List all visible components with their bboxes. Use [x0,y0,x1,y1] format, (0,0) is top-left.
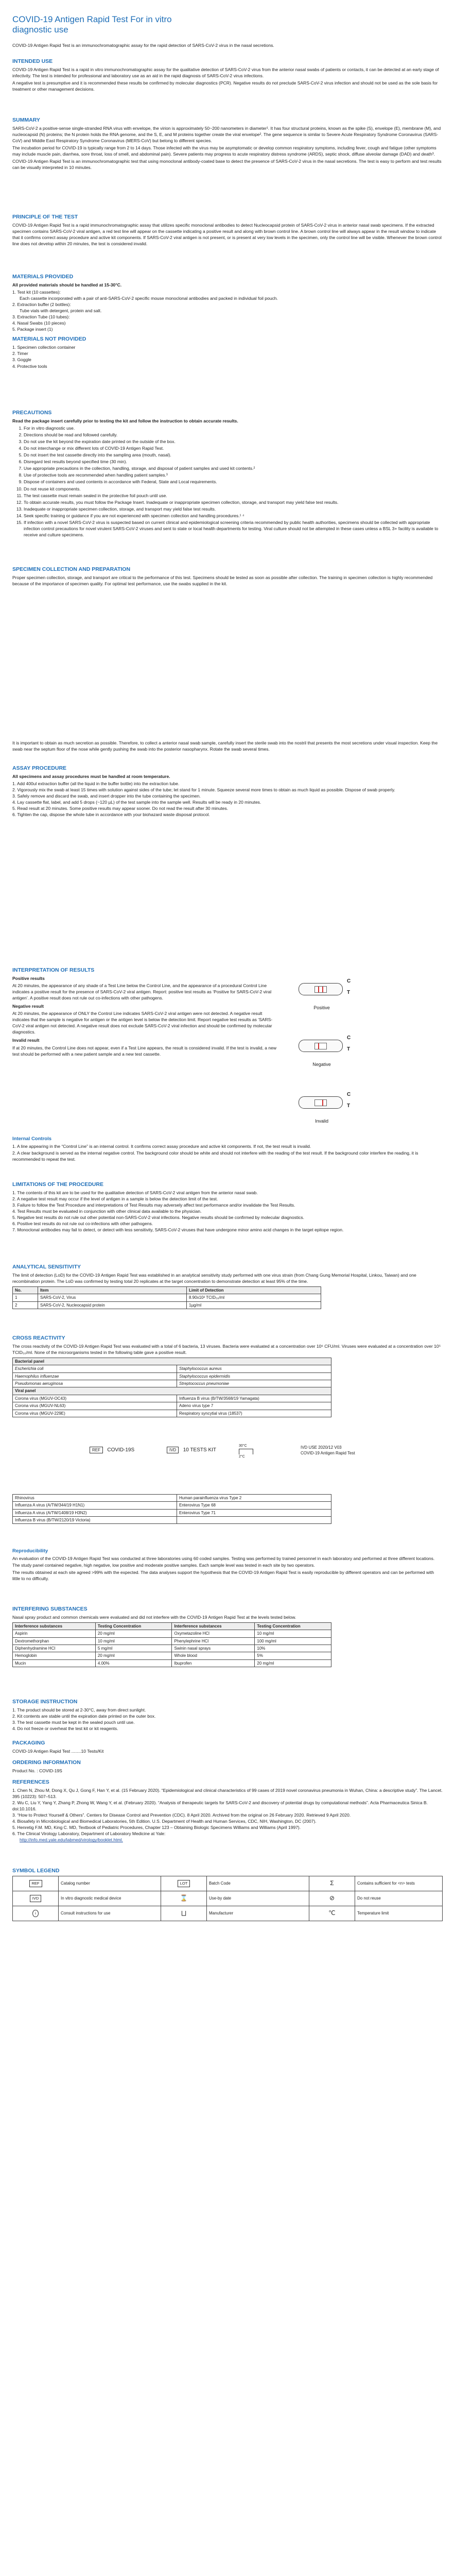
table-header: Testing Concentration [95,1622,172,1630]
precaution-item: 6. Disregard test results beyond specified time (30 min). [24,459,443,465]
negative-text: At 20 minutes, the appearance of ONLY the Control Line indicates SARS-CoV-2 viral antigen were not detected. A negative result indicates that the sample is negative for antigen or the antigen level is below the detection limit. Report negative test results as ‘SARS-CoV-2 viral antigen not detected. A negative result does not exclude SARS-CoV-2 viral infection and should be confirmed by molecular diagnostics. [12,1011,273,1035]
table-cell: Corona virus (MGUV-OC43) [13,1395,177,1402]
sigma-symbol-icon: Σ [330,1879,334,1887]
symbol-cell [309,1876,355,1891]
document-header [12,14,443,36]
precaution-item: 1. For in vitro diagnostic use. [24,425,443,431]
symbol-legend-table [12,1876,443,1921]
packaging-text: COVID-19 Antigen Rapid Test ........10 Tests/Kit [12,1748,104,1754]
table-cell: 1 [13,1294,38,1301]
table-row [13,1630,331,1637]
table-cell: Influenza A virus (A/TW/344/19 H1N1) [13,1502,177,1509]
table-section-row [13,1387,331,1395]
specimen-p1: Proper specimen collection, storage, and transport are critical to the performance of this test. Specimens should be tested as soon as possible after collection. The training in specimen collection is highly recommended because of the importance of specimen quality. For optimal test performance, use the swabs supplied in the kit. [12,574,433,586]
temperature-symbol [239,1444,253,1460]
table-cell: Adeno virus type 7 [177,1402,331,1410]
sensitivity-p1: The limit of detection (LoD) for the COVID-19 Antigen Rapid Test was established in an analytical sensitivity study performed with one virus strain (from Chang Gung Memorial Hospital, Linkou, Taiwan) and one recombination protein. The LoD was confirmed by testing total 20 replicates at the target concentration to demonstrate detection at least 95% of the time. [12,1272,416,1284]
symbol-desc: In vitro diagnostic medical device [59,1891,161,1906]
c-label: C [347,978,351,984]
test-line [322,987,323,992]
cross-reactivity-section [12,1334,443,1417]
storage-item: 1. The product should be stored at 2-30°C, away from direct sunlight. [12,1707,146,1713]
table-header-row [13,1287,321,1294]
precaution-item: 11. The test cassette must remain sealed in the protective foil pouch until use. [24,493,443,499]
table-cell: Aspirin [13,1630,96,1637]
packaging-section [12,1739,443,1755]
table-cell: 2 [13,1301,38,1309]
precautions-heading: PRECAUTIONS [12,410,52,416]
symbol-desc: Temperature limit [355,1906,443,1921]
viral-extra-table [12,1494,331,1524]
c-label: C [347,1092,351,1097]
intro-text: COVID-19 Antigen Rapid Test is an immunochromatographic assay for the rapid detection of SARS-CoV-2 virus in the nasal secretions. [12,43,274,48]
table-cell: Escherichia coli [13,1365,177,1372]
packaging-heading: PACKAGING [12,1740,45,1746]
table-cell: Human parainfluenza virus Type 2 [177,1495,331,1502]
precaution-item: 14. Seek specific training or guidance if you are not experienced with specimen collection and handling procedures.¹ ⁴ [24,513,443,519]
table-row [13,1891,443,1906]
reference-item: 5. Henretig F.M. MD, King C. MD, Textbook of Pediatric Procedures, Chapter 123 – Obtaining Biologic Specimens Williams and Williams (April 1997). [12,1825,301,1831]
internal-controls-section [12,1136,443,1162]
reproducibility-p2: The results obtained at each site agreed >99% with the expected. The data analyses support the hypothesis that the COVID-19 Antigen Rapid Test is easily reproducible by different operators and can be performed with little to no difficulty. [12,1569,434,1581]
references-section [12,1778,443,1843]
table-cell: Dextromethorphan [13,1637,96,1645]
table-cell: Corona virus (MGUV-NL63) [13,1402,177,1410]
materials-not-heading: MATERIALS NOT PROVIDED [12,336,86,343]
principle-p1: COVID-19 Antigen Rapid Test is a rapid immunochromatographic assay that utilizes specific monoclonal antibodies to detect Nucleocapsid protein of SARS-CoV-2 virus in anterior nasal swab specimens. If the extracted specimen contains SARS-CoV-2 viral antigen, a red test line will appear on the cassette indicating a positive result and along with brown control line. A brown control line will always appear in the result window to indicate that it confirms correct assay procedure and active kit components. If SARS-CoV-2 viral antigen is not present, or is present at very low levels in the specimen, only the control line will be visible. Whenever the brown control line does not develop within 20 minutes, the test is considered invalid. [12,222,442,247]
table-cell [177,1517,331,1524]
limitation-item: 3. Failure to follow the Test Procedure and interpretations of Test Results may adversely affect test performance and/or invalidate the Test Results. [12,1202,295,1208]
procedure-illustration-area [12,835,443,953]
negative-caption: Negative [312,1062,331,1067]
specimen-section [12,566,443,588]
table-cell: Oxymetazoline HCl [172,1630,255,1637]
precaution-item: 10. Do not reuse kit components. [24,486,443,492]
symbol-legend-section [12,1867,443,1921]
materials-item: 4. Nasal Swabs (10 pieces) [12,320,66,326]
limitation-item: 2. A negative test result may occur if the level of antigen in a sample is below the detection limit of the test. [12,1196,218,1201]
cross-reactivity-p1: The cross reactivity of the COVID-19 Antigen Rapid Test was evaluated with a total of 6 bacteria, 13 viruses. Bacteria were evaluated at a concentration over 10⁶ CFU/ml. Viruses were evaluated at a concentration over 10⁵ TCID₅₀/ml. None of the microorganisms tested in the following table gave a positive result. [12,1343,441,1355]
positive-caption: Positive [313,1005,330,1010]
doc-product: COVID-19 Antigen Rapid Test [301,1451,355,1456]
reference-item: 1. Chen N, Zhou M, Dong X, Qu J, Gong F, Han Y, et al. (15 February 2020). “Epidemiological and clinical characteristics of 99 cases of 2019 novel coronavirus pneumonia in Wuhan, China: a descriptive study”. The Lancet. 395 (10223): 507–513. [12,1787,443,1799]
symbol-desc: Catalog number [59,1876,161,1891]
materials-not-item: 1. Specimen collection container [12,345,76,350]
control-line [318,1043,319,1049]
materials-not-list [12,344,443,369]
interpretation-section [12,967,280,1058]
table-cell: 10% [255,1645,331,1652]
t-label: T [347,1046,351,1052]
materials-item: 1. Test kit (10 cassettes): [12,289,61,295]
procedure-step: 6. Tighten the cap, dispose the whole tube in accordance with your biohazard waste disposal protocol. [12,812,210,818]
reference-item: 6. The Clinical Virology Laboratory, Department of Laboratory Medicine at Yale: [12,1831,166,1837]
reproducibility-heading: Reproducibility [12,1548,48,1554]
invalid-heading: Invalid result [12,1038,40,1043]
storage-item: 3. The test cassette must be kept in the sealed pouch until use. [12,1720,135,1725]
symbol-desc: Consult instructions for use [59,1906,161,1921]
lot-symbol-icon: LOT [178,1880,190,1888]
interpretation-heading: INTERPRETATION OF RESULTS [12,967,95,973]
symbol-cell [13,1906,59,1921]
precaution-item: 3. Do not use the kit beyond the expiration date printed on the outside of the box. [24,438,443,445]
ref-symbol-icon: REF [29,1880,42,1888]
table-row [13,1509,331,1516]
interfering-p1: Nasal spray product and common chemicals were evaluated and did not interfere with the COVID-19 Antigen Rapid Test at the levels tested below. [12,1614,296,1620]
temperature-icon: ℃ [328,1909,336,1917]
specimen-heading: SPECIMEN COLLECTION AND PREPARATION [12,566,131,572]
invalid-result-figure [293,1087,396,1133]
table-cell: 10 mg/ml [95,1637,172,1645]
ref-value: COVID-19S [107,1447,135,1453]
positive-cassette [299,983,343,995]
materials-item: Each cassette incorporated with a pair of anti-SARS-CoV-2 specific mouse monoclonal antibodies and packed in individual foil pouch. [20,296,278,301]
table-row [13,1402,331,1410]
materials-item: 2. Extraction buffer (2 bottles): [12,302,71,308]
materials-item: Tube vials with detergent, protein and salt. [20,308,102,314]
table-cell: Enterovirus Type 71 [177,1509,331,1516]
materials-heading: MATERIALS PROVIDED [12,274,74,280]
intended-use-p1: COVID-19 Antigen Rapid Test is a rapid in vitro immunochromatographic assay for the qualitative detection of SARS-CoV-2 virus from the anterior nasal swabs of patients or contacts, it can be detected at an early stage of infectivity. The test is intended for professional and laboratory use as an aid in the rapid diagnosis of SARS-CoV-2 virus infections. [12,66,439,78]
ivd-group [167,1447,216,1454]
ordering-section [12,1759,443,1775]
intended-use-section [12,58,443,93]
table-cell: 1µg/ml [187,1301,321,1309]
table-cell: Hemoglobin [13,1652,96,1659]
summary-heading: SUMMARY [12,117,40,123]
procedure-section [12,765,443,818]
table-header: Testing Concentration [255,1622,331,1630]
procedure-subheading: All specimens and assay procedures must be handled at room temperature. [12,773,170,779]
table-cell: 20 mg/ml [95,1652,172,1659]
precaution-item: 9. Dispose of containers and used contents in accordance with Federal, State and Local requirements. [24,479,443,485]
symbol-desc: Use-by date [207,1891,309,1906]
precautions-intro: Read the package insert carefully prior to testing the kit and follow the instruction to obtain accurate results. [12,418,238,423]
table-cell: Streptococcus pneumoniae [177,1380,331,1387]
table-cell: Phenylephrine HCl [172,1637,255,1645]
table-row [13,1876,443,1891]
symbol-cell [309,1906,355,1921]
kit-text: 10 TESTS KIT [183,1447,217,1453]
ivd-symbol: IVD [167,1447,179,1453]
summary-p2: The incubation period for COVID-19 is typically range from 2 to 14 days. Those infected with the virus may be asymptomatic or develop common respiratory symptoms, including fever, cough and fatigue (other symptoms may include muscle pain, diarrhea, sore throat, loss of smell, and abdominal pain). Severe patients may progress to acute respiratory distress syndrome (ARDS), septic shock, diffuse alveolar damage (DAD) and death³. [12,145,436,157]
viral-panel-label: Viral panel [13,1387,331,1395]
materials-not-item: 2. Timer [12,351,28,357]
negative-cassette [299,1040,343,1052]
symbol-desc: Batch Code [207,1876,309,1891]
procedure-heading: ASSAY PROCEDURE [12,765,67,771]
procedure-step: 1. Add 400ul extraction buffer (all the liquid in the buffer bottle) into the extraction tube. [12,781,180,786]
limitation-item: 5. Negative test results do not rule out other potential non-SARS-CoV-2 viral infections. Negative results should be confirmed by molecular diagnostics. [12,1215,304,1221]
positive-text: At 20 minutes, the appearance of any shade of a Test Line below the Control Line, and the appearance of a procedural Control Line indicates a positive result for the presence of SARS-CoV-2 viral antigen. Report: positive test results as ‘Positive for SARS-CoV-2 viral antigen’. A positive result does not rule out co-infections with other pathogens. [12,982,272,1001]
symbol-desc: Manufacturer [207,1906,309,1921]
sensitivity-heading: ANALYTICAL SENSITIVITY [12,1264,81,1270]
table-cell: Respiratory syncytial virus (18537) [177,1410,331,1417]
temp-high: 30°C [239,1444,247,1448]
precautions-section [12,409,443,538]
table-row [13,1652,331,1659]
c-label: C [347,1035,351,1041]
precautions-list [12,425,443,538]
table-row [13,1517,331,1524]
thermometer-icon [239,1449,253,1454]
table-cell: Staphylococcus aureus [177,1365,331,1372]
viral-panel-continued [12,1494,443,1524]
table-row [13,1645,331,1652]
table-row [13,1637,331,1645]
table-cell: Influenza B virus (B/TW/2120/19 Victoria) [13,1517,177,1524]
summary-section [12,116,443,172]
table-cell: 5 mg/ml [95,1645,172,1652]
table-cell: Diphenhydramine HCl [13,1645,96,1652]
result-window [314,1099,327,1106]
sensitivity-table [12,1286,321,1309]
symbol-cell [161,1876,207,1891]
symbol-desc: Contains sufficient for <n> tests [355,1876,443,1891]
materials-subheading: All provided materials should be handled at 15-30°C. [12,282,122,287]
label-doc-info [301,1445,355,1456]
table-cell: Influenza B virus (B/TW/3568/19 Yamagata) [177,1395,331,1402]
summary-p3: COVID-19 Antigen Rapid Test is an immunochromatographic test that using monoclonal antibody-coated base to detect the presence of SARS-CoV-2 virus in the nasal secretions. The test is easy to perform and test results can be visually interpreted in 10 minutes. [12,159,442,171]
precaution-item: 2. Directions should be read and followed carefully. [24,432,443,438]
storage-heading: STORAGE INSTRUCTION [12,1699,78,1705]
invalid-caption: Invalid [314,1118,328,1124]
table-cell: Staphylococcus epidermidis [177,1372,331,1380]
symbol-cell [13,1891,59,1906]
table-cell: Rhinovirus [13,1495,177,1502]
table-row [13,1410,331,1417]
table-cell: Haemophilus influenzae [13,1372,177,1380]
table-cell: Whole blood [172,1652,255,1659]
table-section-row [13,1358,331,1365]
specimen-collection-text [12,740,443,753]
specimen-illustration-area [12,592,443,737]
table-cell: Swinin nasal sprays [172,1645,255,1652]
table-cell: 100 mg/ml [255,1637,331,1645]
control-line [318,987,319,992]
symbol-cell [309,1891,355,1906]
symbol-legend-heading: SYMBOL LEGEND [12,1868,60,1874]
temp-low: 2°C [239,1454,245,1459]
precaution-item: 13. Inadequate or inappropriate specimen collection, storage, and transport may yield false test results. [24,506,443,512]
t-label: T [347,1103,351,1109]
materials-item: 3. Extraction Tube (10 tubes): [12,314,70,320]
ordering-text: Product No. : COVID-19S [12,1768,62,1773]
symbol-desc: Do not reuse [355,1891,443,1906]
box-label-strip [12,1443,443,1463]
table-row [13,1372,331,1380]
reproducibility-p1: An evaluation of the COVID-19 Antigen Rapid Test was conducted at three laboratories using 60 coded samples. Testing was performed by trained personnel in each laboratory and performed at three different locations. The study panel contained negative, high negative, low positive and moderate positive samples. Each sample level was tested in each site by two operators. [12,1556,435,1568]
table-header: Limit of Detection [187,1287,321,1294]
title-line-1: COVID-19 Antigen Rapid Test For in vitro [12,14,172,24]
table-row [13,1495,331,1502]
table-header: Interference substances [172,1622,255,1630]
table-row [13,1380,331,1387]
internal-controls-heading: Internal Controls [12,1136,52,1142]
do-not-reuse-icon: ⊘ [329,1894,335,1902]
materials-not-item: 4. Protective tools [12,363,47,369]
table-cell: Pseudomonas aeruginosa [13,1380,177,1387]
hourglass-icon: ⌛ [180,1894,188,1902]
t-label: T [347,990,351,995]
table-cell: SARS-CoV-2, Nucleocapsid protein [38,1301,187,1309]
ordering-heading: ORDERING INFORMATION [12,1759,81,1766]
table-cell: Enterovirus Type 68 [177,1502,331,1509]
principle-section [12,213,443,248]
specimen-p2: It is important to obtain as much secretion as possible. Therefore, to collect a anterior nasal swab sample, carefully insert the sterile swab into the nostril that presents the most secretions under visual inspection. Keep the swab near the septum floor of the nose while gently pushing the swab into the posterior nasopharynx. Rotate the swab several times. [12,740,438,752]
intro-section [12,42,443,49]
bacterial-panel-label: Bacterial panel [13,1358,331,1365]
positive-result-figure [293,974,396,1020]
limitation-item: 7. Monoclonal antibodies may fail to detect, or detect with less sensitivity, SARS-CoV-2 viruses that have undergone minor amino acid changes in the target epitope region. [12,1227,344,1233]
table-cell: 20 mg/ml [255,1659,331,1667]
test-line [322,1100,323,1106]
sensitivity-section [12,1263,443,1309]
references-heading: REFERENCES [12,1779,49,1785]
negative-result-figure [293,1030,396,1077]
table-cell: Mucin [13,1659,96,1667]
title-line-2: diagnostic use [12,25,68,35]
symbol-cell [161,1891,207,1906]
table-row [13,1301,321,1309]
table-row [13,1395,331,1402]
precaution-item: 15. If infection with a novel SARS-CoV-2 virus is suspected based on current clinical and epidemiological screening criteria recommended by public health authorities, specimens should be collected with appropriate infection control precautions for novel virulent SARS-CoV-2 viruses and sent to state or local health departments for testing. Viral culture should not be attempted in these cases unless a BSL 3+ facility is available to receive and culture specimens. [24,519,443,538]
summary-p1: SARS-CoV-2 a positive-sense single-stranded RNA virus with envelope, the virion is approximately 50~200 nanometers in diameter¹. It has four structural proteins, known as the spike (S), envelope (E), membrane (M), and nucleocapsid (N) proteins; the N protein holds the RNA genome, and the S, E, and M proteins together create the viral envelope². The gene sequence is similar to Severe Acute Respiratory Syndrome Coronavirus (SARS-CoV) and Middle East Respiratory Syndrome Coronavirus (MERS-CoV) but belong to different species. [12,125,441,144]
storage-item: 4. Do not freeze or overheat the test kit or kit reagents. [12,1726,118,1732]
table-cell: 5% [255,1652,331,1659]
procedure-step: 3. Safely remove and discard the swab, and insert dropper into the tube containing the specimen. [12,793,201,799]
storage-item: 2. Kit contents are stable until the expiration date printed on the outer box. [12,1713,156,1719]
table-cell: 10 mg/ml [255,1630,331,1637]
table-cell: Influenza A virus (A/TW/1408/19 H3N2) [13,1509,177,1516]
precaution-item: 12. To obtain accurate results, you must follow the Package Insert. Inadequate or inappropriate specimen collection, storage, and transport may yield false test results. [24,499,443,505]
cross-reactivity-heading: CROSS REACTIVITY [12,1335,65,1341]
procedure-step: 2. Vigorously mix the swab at least 15 times with solution against sides of the tube; let stand for 1 minute. Squeeze several more times to obtain as much liquid as possible. Dispose of swab properly. [12,787,395,793]
internal-control-item: 1. A line appearing in the “Control Line” is an internal control. It confirms correct assay procedure and active kit components. If not, the test result is invalid. [12,1144,311,1149]
symbol-cell [161,1906,207,1921]
positive-heading: Positive results [12,975,45,981]
limitation-item: 4. Test Results must be evaluated in conjunction with other clinical data available to the physician. [12,1209,202,1214]
materials-section [12,273,443,369]
cross-reactivity-table [12,1358,331,1417]
symbol-cell [13,1876,59,1891]
intended-use-heading: INTENDED USE [12,58,53,64]
materials-list [12,289,443,332]
table-cell: SARS-CoV-2, Virus [38,1294,187,1301]
invalid-text: If at 20 minutes, the Control Line does not appear, even if a Test Line appears, the result is considered invalid. If the test is invalid, a new test should be performed with a new patient sample and a new test cassette. [12,1045,276,1057]
negative-heading: Negative result [12,1004,44,1009]
table-cell: 8.90x10² TCID₅₀/ml [187,1294,321,1301]
ref-group [90,1447,134,1454]
limitations-heading: LIMITATIONS OF THE PROCEDURE [12,1181,103,1188]
table-header-row [13,1622,331,1630]
precaution-item: 8. Use of protective tools are recommended when handling patient samples.³ [24,472,443,478]
ref-symbol: REF [90,1447,103,1453]
precaution-item: 5. Do not insert the test cassette directly into the sampling area (mouth, nasal). [24,452,443,458]
table-cell: 20 mg/ml [95,1630,172,1637]
limitations-section [12,1181,443,1233]
precaution-item: 7. Use appropriate precautions in the collection, handling, storage, and disposal of patient samples and used kit contents.² [24,465,443,471]
principle-heading: PRINCIPLE OF THE TEST [12,214,78,220]
interfering-heading: INTERFERING SUBSTANCES [12,1606,87,1612]
limitation-item: 1. The contents of this kit are to be used for the qualitative detection of SARS-CoV-2 viral antigen from the anterior nasal swab. [12,1190,258,1195]
storage-section [12,1698,443,1732]
table-header: Item [38,1287,187,1294]
limitation-item: 6. Positive test results do not rule out co-infections with other pathogens. [12,1221,153,1227]
reference-link[interactable]: http://info.med.yale.edu/labmed/virology/booklet.html. [20,1837,123,1843]
table-header: Interference substances [13,1622,96,1630]
invalid-cassette [299,1096,343,1109]
table-header: No. [13,1287,38,1294]
table-cell: Corona virus (MGUV-229E) [13,1410,177,1417]
procedure-step: 4. Lay cassette flat, label, and add 5 drops (~120 µL) of the test sample into the sample well. Results will be ready in 20 minutes. [12,800,261,805]
result-window [314,986,327,993]
document-title [12,14,443,36]
interfering-section [12,1605,443,1667]
reproducibility-section [12,1548,443,1583]
table-row [13,1365,331,1372]
manufacturer-icon: ⨆ [181,1909,186,1917]
ivd-symbol-icon: IVD [30,1895,42,1903]
info-icon: i [32,1910,39,1918]
interfering-table [12,1622,331,1667]
table-row [13,1659,331,1667]
doc-version: IVD USE 2020/12 V03 [301,1445,342,1450]
reference-item: 3. “How to Protect Yourself & Others”. Centers for Disease Control and Prevention (CDC). 8 April 2020. Archived from the original on 26 February 2020. Retrieved 9 April 2020. [12,1812,351,1818]
reference-item: 2. Wu C, Liu Y, Yang Y, Zhang P, Zhong W, Wang Y, et al. (February 2020). “Analysis of therapeutic targets for SARS-CoV-2 and discovery of potential drugs by computational methods”. Acta Pharmaceutica Sinica B. doi:10.1016. [12,1800,428,1812]
table-cell: Ibuprofen [172,1659,255,1667]
reference-item: 4. Biosafety in Microbiological and Biomedical Laboratories, 5th Edition. U.S. Department of Health and Human Services, CDC, NIH, Washington, DC (2007). [12,1819,317,1824]
internal-control-item: 2. A clear background is served as the internal negative control. The background color should be white and should not interfere with the reading of the test result. If the background color interfere the reading, it is recommended to repeat the test. [12,1150,418,1162]
result-window [314,1043,327,1049]
materials-item: 5. Package insert (1) [12,327,53,332]
precaution-item: 4. Do not interchange or mix different lots of COVID-19 Antigen Rapid Test. [24,445,443,451]
intended-use-p2: A negative test is presumptive and it is recommended these results be confirmed by molecular diagnostics (PCR). Negative results do not preclude SARS-CoV-2 virus infection and should not be used as the sole basis for treatment or other management decisions. [12,80,438,92]
table-row [13,1502,331,1509]
table-row [13,1294,321,1301]
materials-not-item: 3. Goggle [12,357,31,363]
table-row [13,1906,443,1921]
table-cell: 4.00% [95,1659,172,1667]
procedure-step: 5. Read result at 20 minutes. Some positive results may appear sooner. Do not read the result after 30 minutes. [12,806,229,811]
